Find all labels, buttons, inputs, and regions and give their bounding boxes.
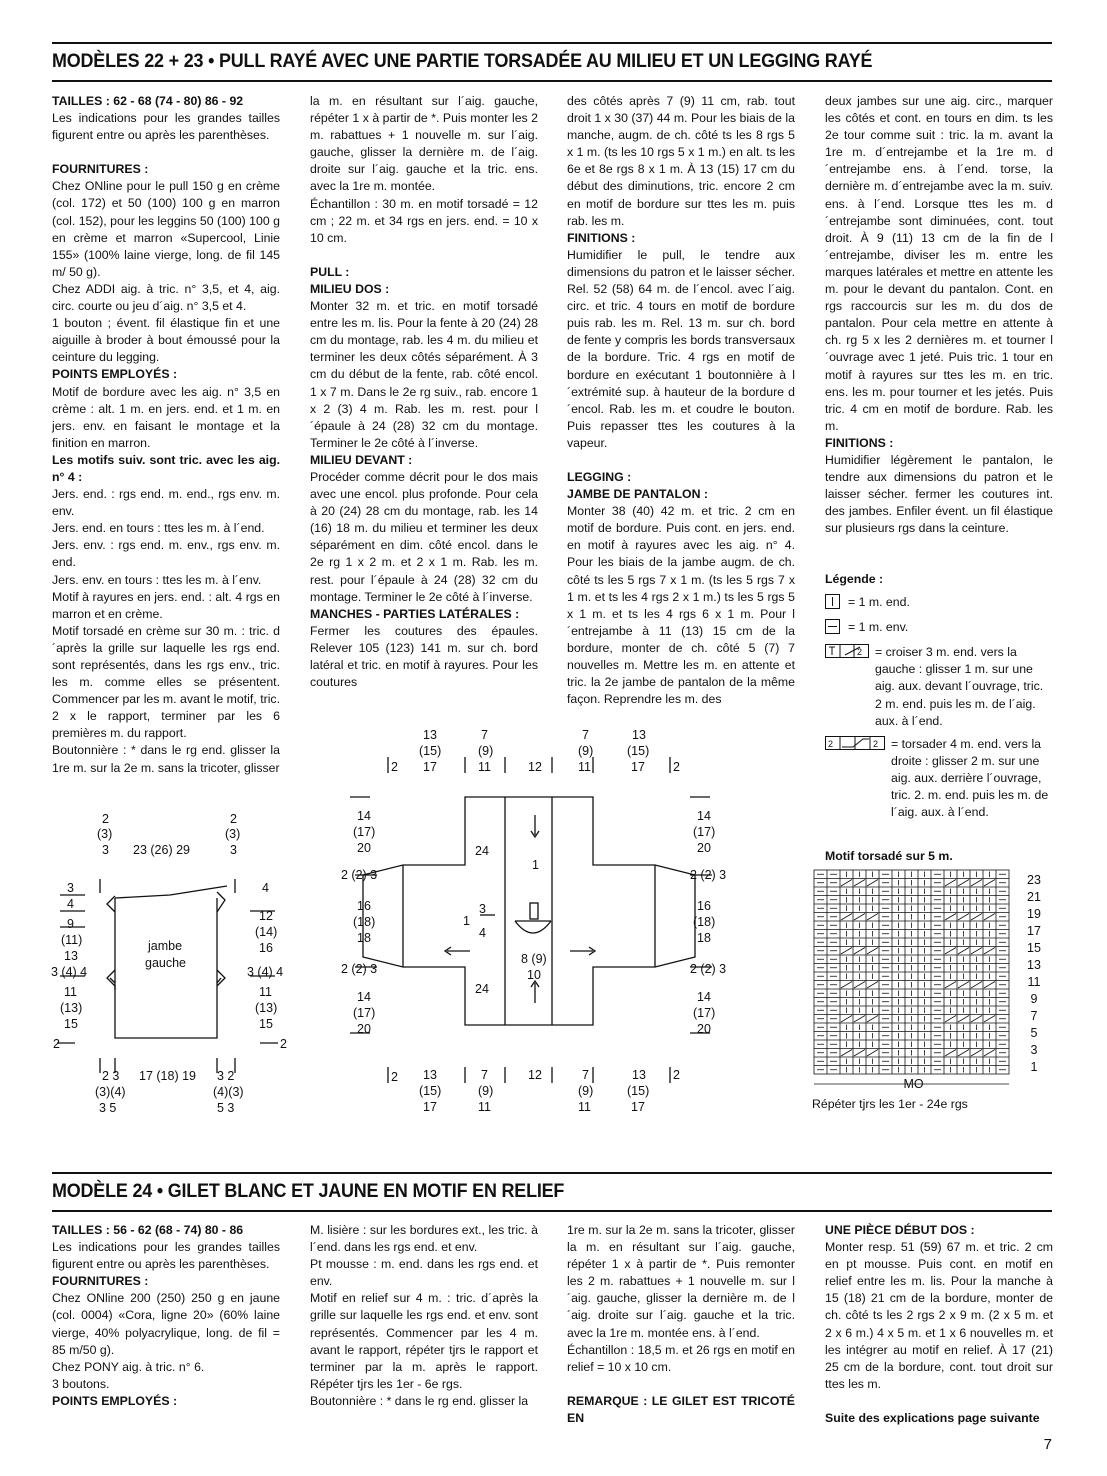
paragraph: deux jambes sur une aig. circ., marquer les côtés et cont. en tours en dim. ts les 2e tour comme suit : tric. la m. avant la 1re m. d´entrejambe et la 1re m. d´entrejambe ens. à l´end. torse, la dernière m. d´entrejambe avec la m. suiv. ens. à l´end. Lorsque ttes les m. d´entrejambe sont diminuées, cont. tout droit. À 9 (11) 13 cm de la fin de l´entrejambe, diviser les m. entre les marques latérales et mettre en attente les m. pour le devant du pantalon. Cont. en rgs raccourcis sur les m. du dos de pantalon. Pour cela mettre en attente à ch. rg 5 x les 2 dernières m. et tourner l´ouvrage avec 1 jeté. Puis tric. 1 tour en motif à rayures sur ttes les m. en tric. ens. les m. pour tourner et les jetés. Puis tric. 4 cm en motif de bordure. Rab. les m. xyxy=(825,94,1053,433)
paragraph-spacer xyxy=(567,1376,795,1393)
svg-text:(17): (17) xyxy=(693,1006,716,1020)
svg-text:1: 1 xyxy=(463,914,470,928)
paragraph: des côtés après 7 (9) 11 cm, rab. tout droit 1 x 30 (37) 44 m. Pour les biais de la manche, augm. de ch. côté ts les 8 rgs 5 x 1 m. (ts les 10 rgs 5 x 1 m.) en alt. ts les 6e et 8e rgs 8 x 1 m. À 13 (15) 17 cm du début des diminutions, tric. encore 2 cm en motif de bordure sur ttes les m. puis rab. les m. xyxy=(567,94,795,228)
row-number: 19 xyxy=(1027,907,1041,921)
svg-text:(17): (17) xyxy=(353,825,376,839)
svg-text:2: 2 xyxy=(102,812,109,826)
svg-text:2: 2 xyxy=(673,1068,680,1082)
legging-diagram xyxy=(45,808,295,1118)
svg-text:14: 14 xyxy=(697,809,711,823)
legend-title: Légende : xyxy=(825,572,884,586)
svg-text:20: 20 xyxy=(697,841,711,855)
text-column-4 xyxy=(825,93,1053,537)
svg-text:3 5: 3 5 xyxy=(99,1101,117,1115)
legend-item xyxy=(825,594,1053,611)
svg-text:16: 16 xyxy=(697,899,711,913)
paragraph: Chez ADDI aig. à tric. n° 3,5, et 4, aig. circ. courte ou jeu d´aig. n° 3,5 et 4. xyxy=(52,281,280,314)
section-heading: PULL : xyxy=(310,264,350,279)
cable-right-icon xyxy=(825,736,885,750)
svg-text:(15): (15) xyxy=(419,744,442,758)
legend-item xyxy=(825,619,1053,636)
row-number: 1 xyxy=(1030,1060,1038,1074)
row-number: 11 xyxy=(1027,975,1041,989)
paragraph: Motif à rayures en jers. end. : alt. 4 rgs en marron et en crème. xyxy=(52,589,280,621)
svg-text:2: 2 xyxy=(828,738,834,749)
paragraph: 3 boutons. xyxy=(52,1376,110,1391)
svg-text:2: 2 xyxy=(53,1037,60,1051)
svg-text:2: 2 xyxy=(391,760,398,774)
paragraph: Monter resp. 51 (59) 67 m. et tric. 2 cm en pt mousse. Puis cont. en motif en relief entre les m. lis. Pour la manche à 15 (18) 21 cm de la bordure, monter de ch. côté ts les 2 rgs 2 x 9 m. (2 x 5 m. et 2 x 6 m.) 4 x 5 m. et 1 x 6 nouvelles m. et les intégrer au motif en relief. À 17 (21) 25 cm de la bordure, cont. tout droit sur ttes les m. xyxy=(825,1240,1053,1391)
svg-text:12: 12 xyxy=(528,1068,542,1082)
svg-text:18: 18 xyxy=(357,931,371,945)
section-heading: TAILLES : 56 - 62 (68 - 74) 80 - 86 xyxy=(52,1223,244,1237)
paragraph: Chez ONline 200 (250) 250 g en jaune (col. 0004) «Cora, ligne 20» (60% laine vierge, 40% polyacrylique, long. de fil = 85 m/50 g). xyxy=(52,1291,280,1357)
svg-text:(3)(4): (3)(4) xyxy=(95,1085,126,1099)
row-number: 5 xyxy=(1030,1026,1038,1040)
legend-text: = 1 m. env. xyxy=(848,620,909,635)
paragraph-spacer xyxy=(567,452,795,469)
svg-text:(15): (15) xyxy=(627,1084,650,1098)
header-rule xyxy=(52,1172,1052,1174)
paragraph-spacer xyxy=(52,144,280,161)
section-heading: LEGGING : xyxy=(567,469,632,484)
paragraph: Humidifier légèrement le pantalon, le tendre aux dimensions du patron et le laisser sécher. fermer les coutures int. des jambes. Enfiler évent. un fil élastique sur plusieurs rgs dans la ceinture. xyxy=(825,452,1053,536)
svg-text:3 (4) 4: 3 (4) 4 xyxy=(51,965,88,979)
paragraph: Jers. end. : rgs end. m. end., rgs env. m. env. xyxy=(52,487,280,519)
text-column-1 xyxy=(52,93,280,777)
section-heading: FINITIONS : xyxy=(567,230,636,245)
legend-text: = torsader 4 m. end. vers la droite : glisser 2 m. sur une aig. aux. derrière l´ouvrage, tric. 2. m. end. puis les m. de l´aig. aux. à l´end. xyxy=(891,736,1049,820)
svg-text:(15): (15) xyxy=(419,1084,442,1098)
header-rule xyxy=(52,80,1052,82)
section-heading: FINITIONS : xyxy=(825,435,894,450)
svg-text:2 (2) 3: 2 (2) 3 xyxy=(341,962,378,976)
svg-text:2 (2) 3: 2 (2) 3 xyxy=(690,868,727,882)
svg-text:11: 11 xyxy=(578,1100,591,1114)
section-heading: POINTS EMPLOYÉS : xyxy=(52,1393,178,1408)
row-number: 21 xyxy=(1027,890,1041,904)
svg-text:(18): (18) xyxy=(693,915,716,929)
svg-text:17: 17 xyxy=(631,760,645,774)
svg-text:(17): (17) xyxy=(353,1006,376,1020)
paragraph: Fermer les coutures des épaules. Relever 105 (123) 141 m. sur ch. bord latéral et tric. en motif à rayures. Pour les coutures xyxy=(310,623,538,690)
legend-item xyxy=(825,644,1053,729)
paragraph: Boutonnière : * dans le rg end. glisser la xyxy=(310,1393,529,1408)
section-heading: MANCHES - PARTIES LATÉRALES : xyxy=(310,606,520,621)
svg-text:(4)(3): (4)(3) xyxy=(213,1085,244,1099)
chart-grid xyxy=(814,870,1009,1074)
svg-text:20: 20 xyxy=(357,1022,371,1036)
svg-text:7: 7 xyxy=(481,1068,488,1082)
svg-text:(9): (9) xyxy=(578,744,594,758)
svg-text:gauche: gauche xyxy=(145,956,187,970)
section-heading: REMARQUE : LE GILET EST TRICOTÉ EN xyxy=(567,1393,795,1425)
legend xyxy=(825,571,1053,821)
paragraph: Jers. end. en tours : ttes les m. à l´end. xyxy=(52,521,265,536)
text-column-3 xyxy=(567,1222,795,1427)
svg-text:9: 9 xyxy=(67,917,74,931)
paragraph: Procéder comme décrit pour le dos mais avec une encol. plus profonde. Pour cela à 20 (24) 28 cm du montage, rab. les 14 (16) 18 m. du milieu et terminer les deux séparément en dim. côté encol. dans le 2e rg 1 x 2 m. et 2 x 1 m. Rab. les m. rest. pour l´épaule à 24 (28) 32 cm du montage. Terminer le 2e côté à l´inverse. xyxy=(310,469,538,604)
paragraph: M. lisière : sur les bordures ext., les tric. à l´end. dans les rgs end. et env. xyxy=(310,1223,538,1255)
svg-text:7: 7 xyxy=(582,728,589,742)
svg-text:24: 24 xyxy=(475,982,489,996)
row-number: 23 xyxy=(1027,873,1041,887)
svg-text:11: 11 xyxy=(478,1100,491,1114)
svg-text:7: 7 xyxy=(481,728,488,742)
svg-text:10: 10 xyxy=(527,968,541,982)
svg-text:12: 12 xyxy=(528,760,542,774)
header-rule xyxy=(52,1210,1052,1212)
section-heading: Les motifs suiv. sont tric. avec les aig. n° 4 : xyxy=(52,452,280,484)
svg-text:(13): (13) xyxy=(255,1001,278,1015)
paragraph: Monter 38 (40) 42 m. et tric. 2 cm en motif de bordure. Puis cont. en jers. end. en motif à rayures avec les aig. n° 4. Pour les biais de la jambe augm. de ch. côté ts les 5 rgs 7 x 1 m. (ts les 5 rgs 7 x 1 m. et ts les 4 rgs 2 x 1 m.) ts les 5 rgs 5 x 1 m. et ts les 4 rgs 6 x 1 m. Pour l´entrejambe à 11 (13) 15 cm de la bordure, monter de ch. côté 5 (7) 7 nouvelles m. Mettre les m. en attente et tric. la 2e jambe de pantalon de la même façon. Reprendre les m. des xyxy=(567,504,795,707)
paragraph: Motif en relief sur 4 m. : tric. d´après la grille sur laquelle les rgs end. et env. sont représentés. Commencer par les 4 m. avant le rapport, répéter tjrs le rapport et terminer par la m. après le rapport. Répéter tjrs les 1er - 6e rgs. xyxy=(310,1291,538,1391)
svg-text:2: 2 xyxy=(391,1070,398,1084)
row-number: 15 xyxy=(1027,941,1041,955)
svg-text:16: 16 xyxy=(259,941,273,955)
mo-label: MO xyxy=(903,1077,924,1091)
pull-diagram xyxy=(335,725,735,1115)
svg-text:3: 3 xyxy=(67,881,74,895)
cable-chart xyxy=(812,868,1057,1093)
svg-text:2: 2 xyxy=(280,1037,287,1051)
section-heading: UNE PIÈCE DÉBUT DOS : xyxy=(825,1223,975,1237)
row-number: 17 xyxy=(1027,924,1041,938)
svg-text:3: 3 xyxy=(230,843,237,857)
svg-text:17: 17 xyxy=(423,1100,437,1114)
cross-left-icon xyxy=(825,644,869,658)
legend-text: = croiser 3 m. end. vers la gauche : glisser 1 m. sur une aig. aux. devant l´ouvrage, tric. 2 m. end. puis les m. de l´aig. aux. à l´end. xyxy=(875,645,1044,728)
chart-title: Motif torsadé sur 5 m. xyxy=(825,849,953,863)
paragraph: 1re m. sur la 2e m. sans la tricoter, glisser la m. en résultant sur l´aig. gauche, répéter 1 x à partir de *. Puis remonter les 2 m. rabattues + 1 nouvelle m. sur l´aig. gauche, glisser la dernière m. de l´aig. droite sur l´aig. gauche et la tric. avec la 1re m. montée ens. à l´end. xyxy=(567,1223,795,1340)
paragraph: Échantillon : 18,5 m. et 26 rgs en motif en relief = 10 x 10 cm. xyxy=(567,1342,795,1374)
row-number: 3 xyxy=(1030,1043,1038,1057)
svg-text:3 2: 3 2 xyxy=(217,1069,235,1083)
page-number: 7 xyxy=(1043,1436,1052,1453)
svg-text:13: 13 xyxy=(632,1068,646,1082)
svg-text:13: 13 xyxy=(64,949,78,963)
row-number: 7 xyxy=(1030,1009,1038,1023)
svg-text:15: 15 xyxy=(259,1017,273,1031)
svg-text:(9): (9) xyxy=(478,1084,494,1098)
legend-text: = 1 m. end. xyxy=(848,595,910,610)
svg-text:4: 4 xyxy=(262,881,269,895)
section-title: MODÈLE 24 • GILET BLANC ET JAUNE EN MOTIF EN RELIEF xyxy=(52,1180,565,1202)
svg-text:(13): (13) xyxy=(60,1001,83,1015)
svg-text:13: 13 xyxy=(423,1068,437,1082)
header-rule xyxy=(52,42,1052,44)
paragraph: Chez PONY aig. à tric. n° 6. xyxy=(52,1359,205,1374)
svg-text:(17): (17) xyxy=(693,825,716,839)
svg-text:(11): (11) xyxy=(61,933,83,947)
svg-text:3: 3 xyxy=(479,902,486,916)
section-heading: POINTS EMPLOYÉS : xyxy=(52,367,178,382)
paragraph: Boutonnière : * dans le rg end. glisser la 1re m. sur la 2e m. sans la tricoter, glisser xyxy=(52,743,280,775)
svg-text:24: 24 xyxy=(475,844,489,858)
svg-text:7: 7 xyxy=(582,1068,589,1082)
svg-text:2: 2 xyxy=(230,812,237,826)
svg-text:14: 14 xyxy=(357,809,371,823)
svg-text:2 (2) 3: 2 (2) 3 xyxy=(341,868,378,882)
svg-text:14: 14 xyxy=(697,990,711,1004)
svg-text:3 (4) 4: 3 (4) 4 xyxy=(247,965,284,979)
svg-text:2 3: 2 3 xyxy=(102,1069,120,1083)
svg-text:11: 11 xyxy=(64,985,77,999)
svg-text:11: 11 xyxy=(478,760,491,774)
svg-text:2: 2 xyxy=(857,647,863,658)
paragraph: Jers. env. en tours : ttes les m. à l´env. xyxy=(52,572,262,587)
section-heading: FOURNITURES : xyxy=(52,162,149,177)
paragraph: Motif de bordure avec les aig. n° 3,5 en crème : alt. 1 m. en jers. end. et 1 m. en jers. env. en faisant le montage et la finition en marron. xyxy=(52,384,280,450)
paragraph-spacer xyxy=(825,1393,1053,1410)
paragraph: Motif torsadé en crème sur 30 m. : tric. d´après la grille sur laquelle les rgs end. sont représentés, dans les rgs env., tric. les m. comme elles se présentent. Commencer par les m. avant le motif, tric. 2 x le rapport, terminer par les 6 premières m. du rapport. xyxy=(52,623,280,741)
svg-text:3: 3 xyxy=(102,843,109,857)
svg-text:jambe: jambe xyxy=(148,939,183,953)
svg-text:(18): (18) xyxy=(353,915,376,929)
svg-text:18: 18 xyxy=(697,931,711,945)
svg-text:11: 11 xyxy=(578,760,591,774)
section-heading: Suite des explications page suivante xyxy=(825,1410,1040,1425)
svg-text:5 3: 5 3 xyxy=(217,1101,235,1115)
purl-stitch-icon xyxy=(825,619,840,634)
section-title: MODÈLES 22 + 23 • PULL RAYÉ AVEC UNE PARTIE TORSADÉE AU MILIEU ET UN LEGGING RAYÉ xyxy=(52,50,873,72)
legend-item xyxy=(825,736,1053,821)
row-number: 9 xyxy=(1030,992,1038,1006)
svg-text:12: 12 xyxy=(259,909,273,923)
section-heading: FOURNITURES : xyxy=(52,1274,149,1289)
paragraph: Humidifier le pull, le tendre aux dimensions du patron et le laisser sécher. Rel. 52 (58) 64 m. de l´encol. avec l´aig. circ. et tric. 4 tours en motif de bordure puis rab. les m. Rel. 13 m. sur ch. bord de fente y compris les bords transversaux de la bordure. Tric. 4 rgs en motif de bordure en exécutant 1 boutonnière à l´extrémité sup. à hauteur de la bordure d´encol. Rab. les m. et coudre le bouton. Puis repasser ttes les coutures à la vapeur. xyxy=(567,247,795,450)
svg-text:1: 1 xyxy=(532,858,539,872)
paragraph: 1 bouton ; évent. fil élastique fin et une aiguille à broder à bout émoussé pour la ceinture du legging. xyxy=(52,316,280,365)
legging-bottom-width: 17 (18) 19 xyxy=(139,1069,196,1083)
svg-text:(3): (3) xyxy=(225,827,241,841)
svg-text:20: 20 xyxy=(357,841,371,855)
text-column-2 xyxy=(310,1222,538,1410)
legging-top-width: 23 (26) 29 xyxy=(133,843,190,857)
section-heading: TAILLES : 62 - 68 (74 - 80) 86 - 92 xyxy=(52,94,244,108)
svg-text:17: 17 xyxy=(631,1100,645,1114)
text-column-4 xyxy=(825,1222,1053,1427)
text-column-1 xyxy=(52,1222,280,1410)
svg-text:17: 17 xyxy=(423,760,437,774)
section-heading: MILIEU DOS : xyxy=(310,281,390,296)
svg-text:4: 4 xyxy=(67,897,74,911)
svg-text:2: 2 xyxy=(873,738,879,749)
svg-text:(14): (14) xyxy=(255,925,278,939)
paragraph: Les indications pour les grandes tailles figurent entre ou après les parenthèses. xyxy=(52,1240,280,1272)
knit-stitch-icon xyxy=(825,594,840,609)
paragraph: Échantillon : 30 m. en motif torsadé = 12 cm ; 22 m. et 34 rgs en jers. end. = 10 x 10 cm. xyxy=(310,196,538,245)
paragraph: la m. en résultant sur l´aig. gauche, répéter 1 x à partir de *. Puis monter les 2 m. rabattues + 1 nouvelle m. sur l´aig. gauche, glisser la dernière m. de l´aig. droite sur l´aig. gauche et la tric. ens. avec la 1re m. montée. xyxy=(310,94,538,194)
chart-footer: Répéter tjrs les 1er - 24e rgs xyxy=(812,1097,968,1111)
svg-text:(9): (9) xyxy=(578,1084,594,1098)
svg-text:13: 13 xyxy=(632,728,646,742)
paragraph: Monter 32 m. et tric. en motif torsadé entre les m. lis. Pour la fente à 20 (24) 28 cm du montage, rab. les 4 m. du milieu et terminer les deux côtés séparément. À 3 cm du début de la fente, rab. côté encol. 1 x 7 m. Dans le 2e rg suiv., rab. encore 1 x 2 (3) 4 m. Rab. les m. rest. pour l´épaule à 24 (28) 32 cm du montage. Terminer le 2e côté à l´inverse. xyxy=(310,299,538,450)
row-number: 13 xyxy=(1027,958,1041,972)
paragraph: Pt mousse : m. end. dans les rgs end. et env. xyxy=(310,1257,538,1289)
svg-text:2 (2) 3: 2 (2) 3 xyxy=(690,962,727,976)
text-column-3 xyxy=(567,93,795,708)
text-column-2 xyxy=(310,93,538,691)
paragraph-spacer xyxy=(310,247,538,264)
svg-text:11: 11 xyxy=(259,985,272,999)
paragraph: Les indications pour les grandes tailles figurent entre ou après les parenthèses. xyxy=(52,111,280,143)
svg-text:20: 20 xyxy=(697,1022,711,1036)
svg-text:2: 2 xyxy=(673,760,680,774)
svg-text:(9): (9) xyxy=(478,744,494,758)
svg-text:(15): (15) xyxy=(627,744,650,758)
svg-text:13: 13 xyxy=(423,728,437,742)
svg-text:(3): (3) xyxy=(97,827,113,841)
svg-text:4: 4 xyxy=(479,926,486,940)
paragraph: Chez ONline pour le pull 150 g en crème (col. 172) et 50 (100) 100 g en marron (col. 152), pour les leggins 50 (100) 100 g en crème et marron «Supercool, Linie 155» (100% laine vierge, long. de fil 145 m/ 50 g). xyxy=(52,179,280,279)
svg-text:14: 14 xyxy=(357,990,371,1004)
section-heading: MILIEU DEVANT : xyxy=(310,452,413,467)
paragraph: Jers. env. : rgs end. m. env., rgs env. m. end. xyxy=(52,538,280,570)
svg-text:16: 16 xyxy=(357,899,371,913)
section-heading: JAMBE DE PANTALON : xyxy=(567,487,708,502)
svg-text:8 (9): 8 (9) xyxy=(521,952,547,966)
svg-text:15: 15 xyxy=(64,1017,78,1031)
